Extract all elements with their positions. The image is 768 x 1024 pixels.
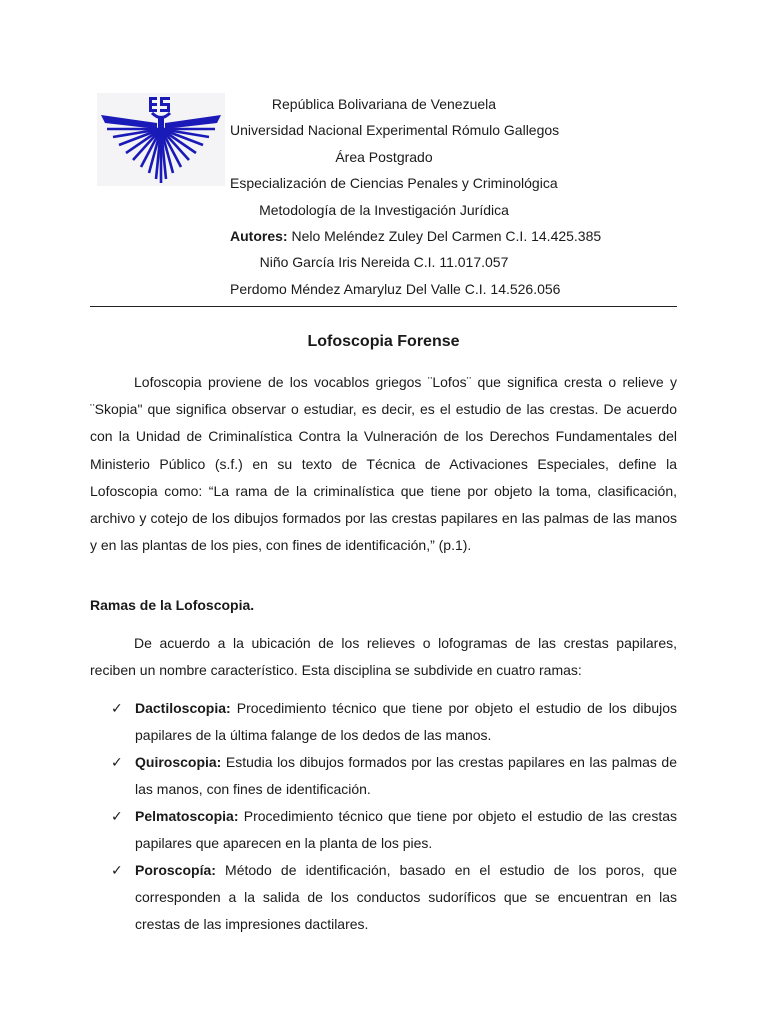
document-title: Lofoscopia Forense	[307, 333, 460, 350]
header-line-author-2: Niño García Iris Nereida C.I. 11.017.057	[259, 254, 509, 271]
list-item	[90, 803, 677, 857]
branch-text: Método de identificación, basado en el estudio de los poros, que corresponden a la salida de los conductos sudoríficos que se encuentran en las crestas de las impresiones dactilares.	[135, 862, 677, 932]
checkmark-icon: ✓	[111, 754, 123, 770]
branch-term: Quiroscopia:	[135, 754, 222, 770]
branch-text: Procedimiento técnico que tiene por objeto el estudio de las crestas papilares que aparecen en la planta de los pies.	[135, 808, 677, 851]
section-paragraph: De acuerdo a la ubicación de los relieves o lofogramas de las crestas papilares, reciben un nombre característico. Esta disciplina se subdivide en cuatro ramas:	[90, 635, 677, 679]
header-line-country: República Bolivariana de Venezuela	[271, 96, 497, 112]
university-emblem-icon	[97, 93, 225, 186]
branches-list	[90, 695, 677, 938]
header-line-author-1	[230, 223, 602, 249]
header-line-author-3: Perdomo Méndez Amaryluz Del Valle C.I. 14.526.056	[230, 280, 561, 297]
author-1: Nelo Meléndez Zuley Del Carmen C.I. 14.425.385	[291, 228, 602, 245]
list-item	[90, 857, 677, 938]
checkmark-icon: ✓	[111, 862, 123, 878]
branch-term: Pelmatoscopia:	[135, 808, 239, 824]
header-line-area: Área Postgrado	[335, 148, 433, 165]
header-line-specialization: Especialización de Ciencias Penales y Criminológica	[230, 175, 558, 192]
checkmark-icon: ✓	[111, 700, 123, 716]
branch-text: Procedimiento técnico que tiene por objeto el estudio de los dibujos papilares de la última falange de los dedos de las manos.	[135, 700, 677, 743]
list-item	[90, 695, 677, 749]
document-header	[230, 91, 602, 302]
header-line-course: Metodología de la Investigación Jurídica	[259, 201, 509, 218]
checkmark-icon: ✓	[111, 808, 123, 824]
section-heading: Ramas de la Lofoscopia.	[90, 597, 255, 613]
branch-text: Estudia los dibujos formados por las crestas papilares en las palmas de las manos, con fines de identificación.	[135, 754, 677, 797]
branch-term: Poroscopía:	[135, 862, 216, 878]
header-divider	[90, 306, 677, 307]
list-item	[90, 749, 677, 803]
header-line-university: Universidad Nacional Experimental Rómulo Gallegos	[230, 122, 560, 139]
branch-term: Dactiloscopia:	[135, 700, 231, 716]
intro-paragraph: Lofoscopia proviene de los vocablos griegos ¨Lofos¨ que significa cresta o relieve y ¨Skopia" que significa observar o estudiar, es decir, es el estudio de las crestas. De acuerdo con la Unidad de Criminalística Contra la Vulneración de los Derechos Fundamentales del Ministerio Público (s.f.) en su texto de Técnica de Activaciones Especiales, define la Lofoscopia como: “La rama de la criminalística que tiene por objeto la toma, clasificación, archivo y cotejo de los dibujos formados por las crestas papilares en las palmas de las manos y en las plantas de los pies, con fines de identificación,” (p.1).	[90, 374, 677, 554]
authors-label: Autores:	[230, 228, 288, 245]
